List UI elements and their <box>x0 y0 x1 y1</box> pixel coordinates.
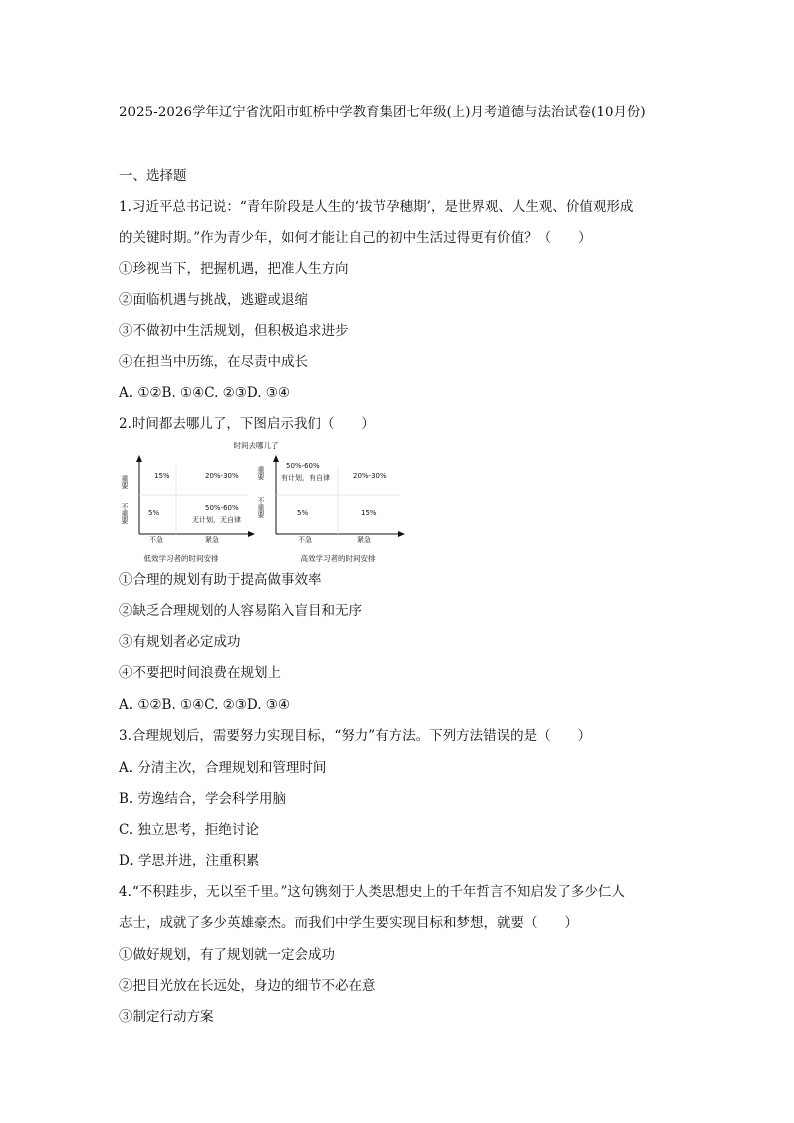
right-matrix <box>257 455 405 563</box>
q4-stem-line2: 志士，成就了多少英雄豪杰。而我们中学生要实现目标和梦想，就要（ ） <box>119 915 578 931</box>
figure-title: 时间去哪儿了 <box>233 441 279 450</box>
q1-option-4: ④在担当中历练，在尽责中成长 <box>119 354 308 370</box>
exam-title: 2025-2026学年辽宁省沈阳市虹桥中学教育集团七年级(上)月考道德与法治试卷(10月份) <box>119 105 646 120</box>
q2-option-1: ①合理的规划有助于提高做事效率 <box>119 572 322 588</box>
q3-stem: 3.合理规划后，需要努力实现目标，“努力”有方法。下列方法错误的是（ ） <box>119 728 592 744</box>
right-cell-tl-value: 50%-60% <box>286 462 320 470</box>
right-y-top-label: 重要 <box>257 466 265 480</box>
q3-option-d: D. 学思并进，注重积累 <box>119 853 260 869</box>
q1-stem-line2: 的关键时期。”作为青少年，如何才能让自己的初中生活过得更有价值？（ ） <box>119 230 592 246</box>
right-x-right-label: 紧急 <box>357 536 371 544</box>
time-allocation-figure <box>119 438 419 566</box>
left-cell-tl: 15% <box>154 472 170 480</box>
q1-option-1: ①珍视当下，把握机遇，把准人生方向 <box>119 261 349 277</box>
q4-option-2: ②把目光放在长远处，身边的细节不必在意 <box>119 978 376 994</box>
left-x-right-label: 紧急 <box>205 536 219 544</box>
q1-stem-line1: 1.习近平总书记说：“青年阶段是人生的‘拔节孕穗期’，是世界观、人生观、价值观形成 <box>119 199 634 215</box>
left-x-left-label: 不急 <box>149 536 163 544</box>
q4-stem-line1: 4.“不积跬步，无以至千里。”这句镌刻于人类思想史上的千年哲言不知启发了多少仁人 <box>119 884 625 900</box>
left-x-arrow <box>248 531 255 537</box>
right-y-arrow <box>273 455 279 462</box>
left-caption: 低效学习者的时间安排 <box>143 554 219 563</box>
left-cell-tr: 20%-30% <box>205 472 239 480</box>
left-matrix <box>121 455 255 563</box>
right-x-left-label: 不急 <box>298 536 312 544</box>
right-cell-tl-note: 有计划，有自律 <box>281 474 330 482</box>
q1-option-2: ②面临机遇与挑战，逃避或退缩 <box>119 292 308 308</box>
q2-option-2: ②缺乏合理规划的人容易陷入盲目和无序 <box>119 603 362 619</box>
left-cell-br-value: 50%-60% <box>205 504 239 512</box>
q3-option-a: A. 分清主次，合理规划和管理时间 <box>119 760 327 776</box>
q4-option-3: ③制定行动方案 <box>119 1009 214 1025</box>
right-caption: 高效学习者的时间安排 <box>300 554 376 563</box>
left-y-top-label: 重要 <box>121 475 129 489</box>
q3-option-b: B. 劳逸结合，学会科学用脑 <box>119 791 287 807</box>
right-y-bottom-label: 不重要 <box>257 497 265 518</box>
left-y-arrow <box>136 455 142 462</box>
q1-option-3: ③不做初中生活规划，但积极追求进步 <box>119 323 349 339</box>
section-heading: 一、选择题 <box>119 168 187 184</box>
q2-answer-choices: A. ①②B. ①④C. ②③D. ③④ <box>119 697 291 713</box>
right-cell-tr: 20%-30% <box>353 472 387 480</box>
q2-stem: 2.时间都去哪儿了，下图启示我们（ ） <box>119 416 375 432</box>
right-x-arrow <box>398 531 405 537</box>
q2-option-3: ③有规划者必定成功 <box>119 634 241 650</box>
q2-option-4: ④不要把时间浪费在规划上 <box>119 665 281 681</box>
right-cell-bl: 5% <box>297 509 309 517</box>
left-cell-bl: 5% <box>148 509 160 517</box>
q4-option-1: ①做好规划，有了规划就一定会成功 <box>119 947 335 963</box>
right-cell-br: 15% <box>361 509 377 517</box>
q3-option-c: C. 独立思考，拒绝讨论 <box>119 822 259 838</box>
left-cell-br-note: 无计划，无自律 <box>192 516 241 524</box>
left-y-bottom-label: 不重要 <box>121 503 129 524</box>
q1-answer-choices: A. ①②B. ①④C. ②③D. ③④ <box>119 385 291 401</box>
